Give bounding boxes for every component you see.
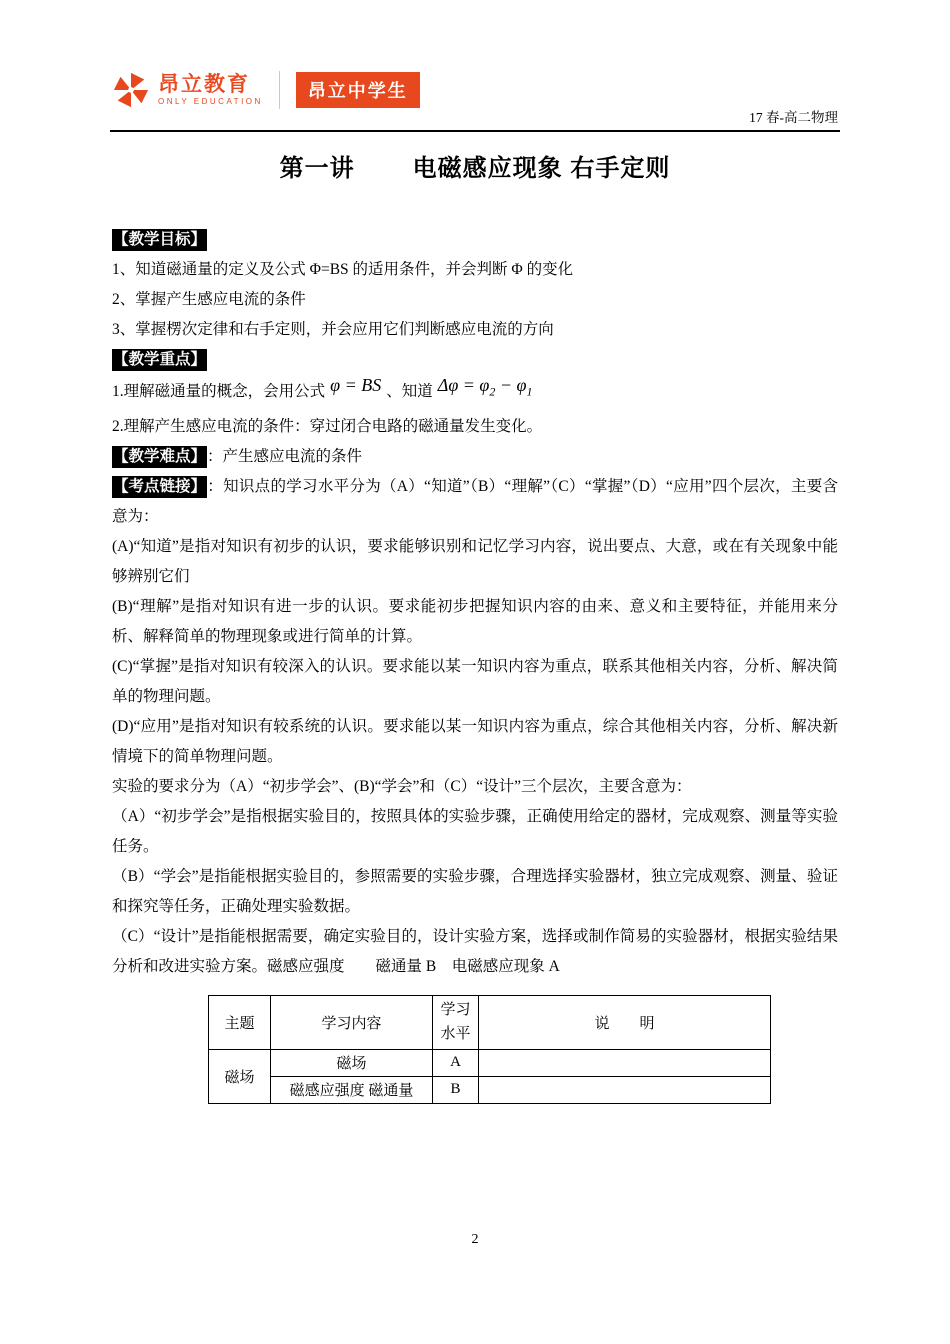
goal-item: 1、知道磁通量的定义及公式 Φ=BS 的适用条件，并会判断 Φ 的变化 bbox=[112, 261, 574, 278]
learning-levels-table bbox=[208, 995, 771, 1104]
brand-text bbox=[158, 73, 263, 107]
table-row bbox=[209, 1049, 771, 1076]
lesson-name: 电磁感应现象 右手定则 bbox=[412, 155, 671, 182]
table-row bbox=[209, 1076, 771, 1103]
exam-paragraph: （B）“学会”是指能根据实验目的，参照需要的实验步骤，合理选择实验器材，独立完成观察、测量、验证和探究等任务，正确处理实验数据。 bbox=[112, 867, 838, 915]
exam-paragraph: (D)“应用”是指对知识有较系统的认识。要求能以某一知识内容为重点，综合其他相关内容，分析、解决新情境下的简单物理问题。 bbox=[112, 717, 838, 765]
key-point-1 bbox=[112, 375, 838, 412]
teaching-difficulty bbox=[112, 442, 838, 472]
page-number: 2 bbox=[471, 1232, 479, 1247]
table-cell-content: 磁感应强度 磁通量 bbox=[271, 1076, 433, 1103]
table-cell-content: 磁场 bbox=[271, 1049, 433, 1076]
table-header-level: 学习 水平 bbox=[433, 995, 479, 1049]
section-tag: 【教学目标】 bbox=[112, 229, 207, 251]
goal-item: 2、掌握产生感应电流的条件 bbox=[112, 291, 306, 308]
brand-name: 昂立教育 bbox=[158, 73, 250, 96]
exam-paragraph: （A）“初步学会”是指根据实验目的，按照具体的实验步骤，正确使用给定的器材，完成观察、测量等实验任务。 bbox=[112, 807, 838, 855]
teaching-key-heading bbox=[112, 345, 838, 375]
table-cell-topic: 磁场 bbox=[209, 1049, 271, 1103]
table-header-row bbox=[209, 995, 771, 1049]
exam-link-intro bbox=[112, 472, 838, 532]
formula-phi-bs: φ = BS bbox=[330, 375, 382, 395]
brand-badge: 昂立中学生 bbox=[296, 72, 420, 108]
formula-delta-phi: $\Delta\varphi = \varphi_2 - \varphi_1$ bbox=[437, 375, 533, 399]
exam-paragraph: （C）“设计”是指能根据需要，确定实验目的，设计实验方案，选择或制作简易的实验器材，根据实验结果分析和改进实验方案。磁感应强度 磁通量 B 电磁感应现象 A bbox=[112, 927, 838, 975]
key-point-2: 2.理解产生感应电流的条件：穿过闭合电路的磁通量发生变化。 bbox=[112, 417, 543, 435]
goal-item: 3、掌握楞次定律和右手定则，并会应用它们判断感应电流的方向 bbox=[112, 321, 554, 338]
document-body bbox=[0, 148, 950, 1104]
lesson-number: 第一讲 bbox=[279, 155, 355, 182]
table-header-content: 学习内容 bbox=[271, 995, 433, 1049]
course-label: 17 春-高二物理 bbox=[749, 110, 838, 125]
exam-paragraph: (C)“掌握”是指对知识有较深入的认识。要求能以某一知识内容为重点，联系其他相关内容，分析、解决简单的物理问题。 bbox=[112, 657, 838, 705]
section-tag: 【考点链接】 bbox=[112, 476, 207, 498]
header bbox=[112, 68, 838, 126]
difficulty-text: ：产生感应电流的条件 bbox=[207, 447, 363, 465]
exam-paragraph: (B)“理解”是指对知识有进一步的认识。要求能初步把握知识内容的由来、意义和主要特征，并能用来分析、解释简单的物理现象或进行简单的计算。 bbox=[112, 597, 838, 645]
key-point-1-text: 1.理解磁通量的概念，会用公式 bbox=[112, 383, 326, 400]
table-cell-level: A bbox=[433, 1049, 479, 1076]
brand-logo bbox=[112, 68, 838, 112]
header-rule bbox=[110, 130, 840, 132]
page-title bbox=[112, 148, 838, 183]
teaching-goals-heading bbox=[112, 225, 838, 255]
brand-tagline: ONLY EDUCATION bbox=[158, 97, 263, 106]
table-header-topic: 主题 bbox=[209, 995, 271, 1049]
exam-paragraph: 实验的要求分为（A）“初步学会”、(B)“学会”和（C）“设计”三个层次，主要含意为： bbox=[112, 777, 692, 795]
table-cell-level: B bbox=[433, 1076, 479, 1103]
exam-paragraph: (A)“知道”是指对知识有初步的认识，要求能够识别和记忆学习内容，说出要点、大意，或在有关现象中能够辨别它们 bbox=[112, 537, 838, 585]
key-point-1-mid: 、知道 bbox=[386, 383, 433, 400]
table-cell-note bbox=[479, 1049, 771, 1076]
section-tag: 【教学重点】 bbox=[112, 349, 207, 371]
table-header-note: 说 明 bbox=[479, 995, 771, 1049]
exam-link-intro-text: ：知识点的学习水平分为（A）“知道”（B）“理解”（C）“掌握”（D）“应用”四个层次，主要含意为： bbox=[112, 477, 838, 525]
section-tag: 【教学难点】 bbox=[112, 446, 207, 468]
pinwheel-logo-icon bbox=[112, 71, 150, 109]
brand-divider bbox=[279, 71, 280, 109]
table-cell-note bbox=[479, 1076, 771, 1103]
